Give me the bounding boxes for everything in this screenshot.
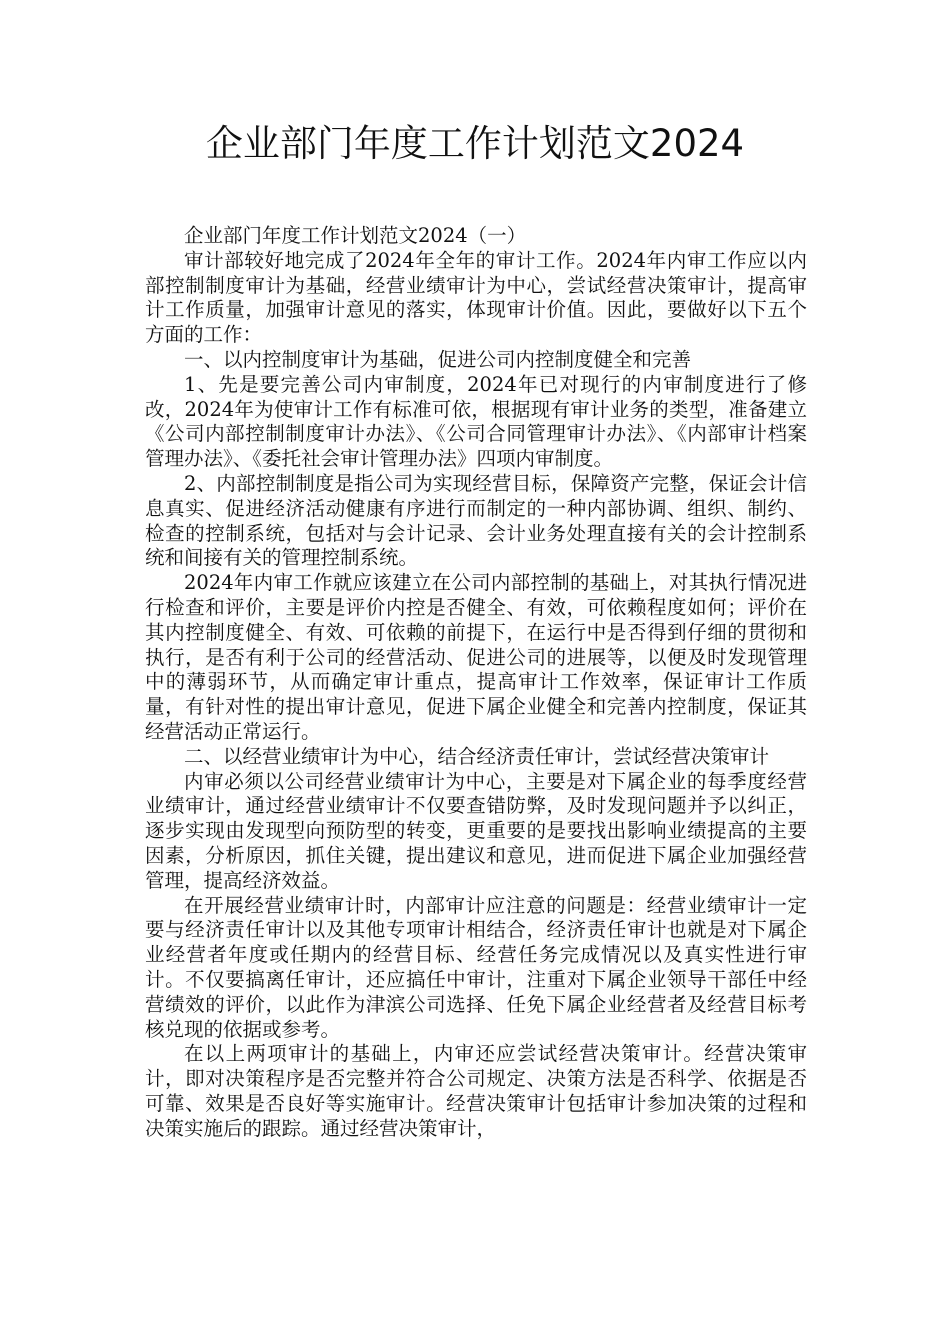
- body-paragraph: 2024年内审工作就应该建立在公司内部控制的基础上，对其执行情况进行检查和评价，主要是评价内控是否健全、有效，可依赖程度如何；评价在其内控制度健全、有效、可依赖的前提下，在运行中是否得到仔细的贯彻和执行，是否有利于公司的经营活动、促进公司的进展等，以便及时发现管理中的薄弱环节，从而确定审计重点，提高审计工作效率，保证审计工作质量，有针对性的提出审计意见，促进下属企业健全和完善内控制度，保证其经营活动正常运行。: [145, 571, 807, 743]
- section-heading: 企业部门年度工作计划范文2024（一）: [184, 224, 527, 247]
- body-paragraph: 在以上两项审计的基础上，内审还应尝试经营决策审计。经营决策审计，即对决策程序是否完整并符合公司规定、决策方法是否科学、依据是否可靠、效果是否良好等实施审计。经营决策审计包括审计参加决策的过程和决策实施后的跟踪。通过经营决策审计，: [145, 1042, 807, 1140]
- body-paragraph: 审计部较好地完成了2024年全年的审计工作。2024年内审工作应以内部控制制度审计为基础，经营业绩审计为中心，尝试经营决策审计，提高审计工作质量，加强审计意见的落实，体现审计价值。因此，要做好以下五个方面的工作：: [145, 248, 807, 347]
- document-title: 企业部门年度工作计划范文2024: [205, 122, 745, 165]
- section-heading: 一、以内控制度审计为基础，促进公司内控制度健全和完善: [184, 347, 692, 371]
- document-body: [145, 224, 807, 1141]
- body-paragraph: 2、内部控制制度是指公司为实现经营目标，保障资产完整，保证会计信息真实、促进经济活动健康有序进行而制定的一种内部协调、组织、制约、检查的控制系统，包括对与会计记录、会计业务处理直接有关的会计控制系统和间接有关的管理控制系统。: [145, 471, 807, 570]
- section-heading: 二、以经营业绩审计为中心，结合经济责任审计，尝试经营决策审计: [184, 744, 770, 768]
- body-paragraph: 在开展经营业绩审计时，内部审计应注意的问题是：经营业绩审计一定要与经济责任审计以及其他专项审计相结合，经济责任审计也就是对下属企业经营者年度或任期内的经营目标、经营任务完成情况以及真实性进行审计。不仅要搞离任审计，还应搞任中审计，注重对下属企业领导干部任中经营绩效的评价，以此作为津滨公司选择、任免下属企业经营者及经营目标考核兑现的依据或参考。: [145, 893, 807, 1041]
- body-paragraph: 1、先是要完善公司内审制度，2024年已对现行的内审制度进行了修改，2024年为使审计工作有标准可依，根据现有审计业务的类型，准备建立《公司内部控制制度审计办法》、《公司合同管理审计办法》、《内部审计档案管理办法》、《委托社会审计管理办法》四项内审制度。: [145, 372, 807, 471]
- body-paragraph: 内审必须以公司经营业绩审计为中心，主要是对下属企业的每季度经营业绩审计，通过经营业绩审计不仅要查错防弊，及时发现问题并予以纠正，逐步实现由发现型向预防型的转变，更重要的是要找出影响业绩提高的主要因素，分析原因，抓住关键，提出建议和意见，进而促进下属企业加强经营管理，提高经济效益。: [145, 769, 807, 892]
